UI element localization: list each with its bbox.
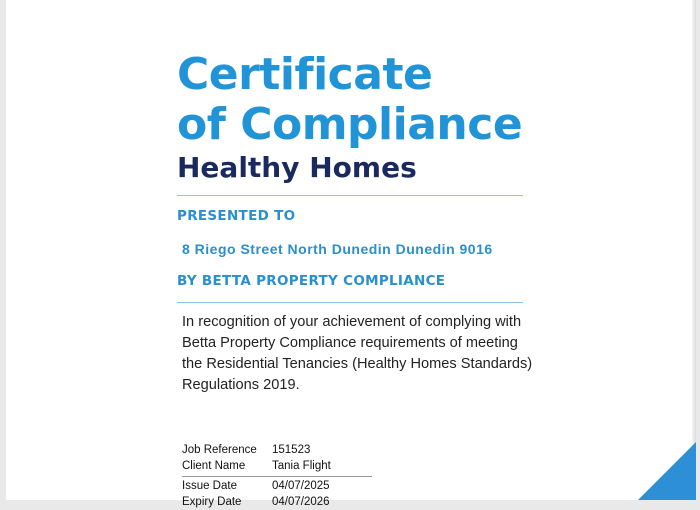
- body-line: Betta Property Compliance requirements of meeting: [182, 335, 518, 351]
- title-line-1: Certificate: [177, 49, 433, 100]
- detail-label: Issue Date: [182, 480, 237, 492]
- property-address: 8 Riego Street North Dunedin Dunedin 9016: [182, 241, 493, 257]
- detail-value: 04/07/2026: [272, 496, 330, 508]
- issuer-label: BY BETTA PROPERTY COMPLIANCE: [177, 273, 446, 289]
- detail-row-client-name: [182, 458, 372, 474]
- detail-row-expiry-date: [182, 494, 372, 510]
- page-edge-shadow: [692, 0, 696, 500]
- detail-label: Expiry Date: [182, 496, 242, 508]
- certificate-page: [6, 0, 696, 508]
- divider-top: [177, 195, 523, 196]
- certificate-subtitle: Healthy Homes: [177, 151, 417, 184]
- presented-to-label: PRESENTED TO: [177, 208, 296, 224]
- certificate-details: [182, 442, 372, 510]
- body-line: In recognition of your achievement of complying with: [182, 314, 522, 330]
- body-line: Regulations 2019.: [182, 377, 300, 393]
- detail-value: 04/07/2025: [272, 480, 330, 492]
- detail-label: Job Reference: [182, 444, 257, 456]
- certificate-title: [177, 50, 522, 150]
- detail-value: Tania Flight: [272, 460, 331, 472]
- recognition-text: [182, 312, 542, 396]
- divider-bottom: [177, 302, 523, 303]
- title-line-2: of Compliance: [177, 99, 523, 150]
- detail-value: 151523: [272, 444, 311, 456]
- detail-row-issue-date: [182, 476, 372, 494]
- detail-row-job-reference: [182, 442, 372, 458]
- detail-label: Client Name: [182, 460, 246, 472]
- body-line: the Residential Tenancies (Healthy Homes Standards): [182, 356, 533, 372]
- corner-accent: [638, 442, 696, 500]
